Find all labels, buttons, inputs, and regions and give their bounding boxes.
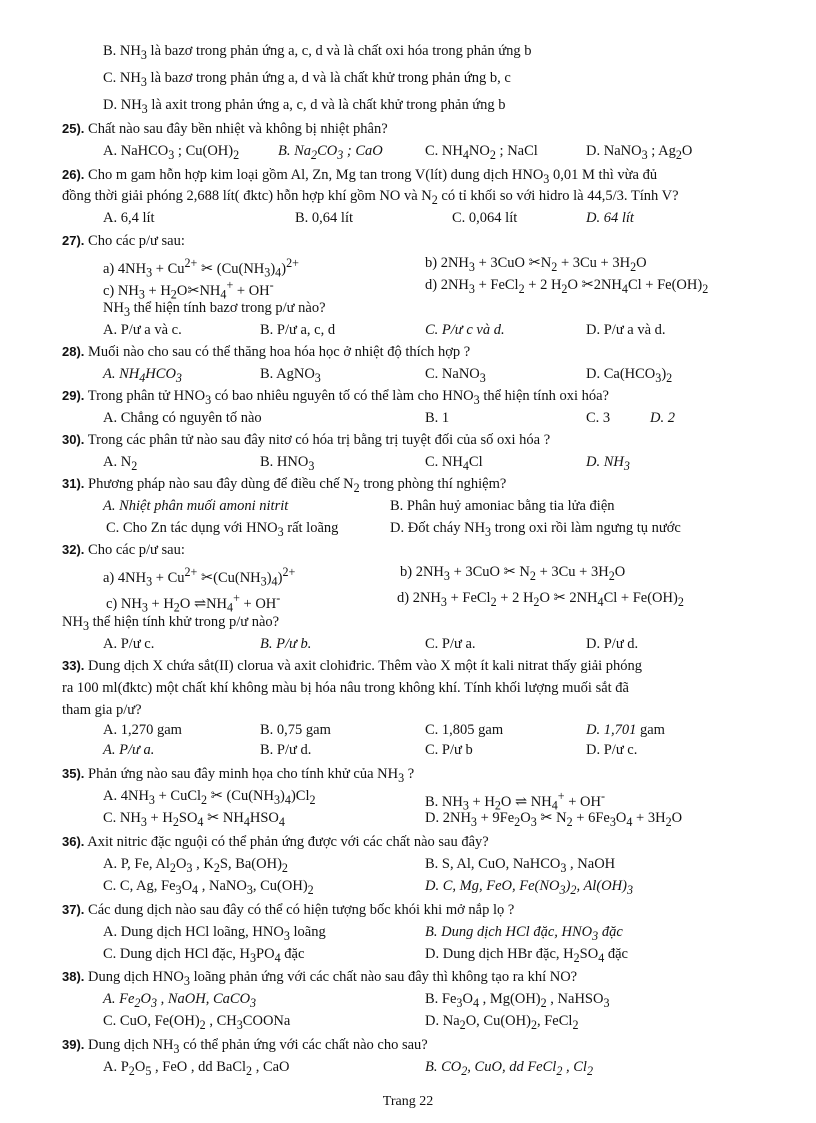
- answer-option: A. $P_2O_5$ , FeO , dd BaCl$_2$ , CaO: [103, 1059, 290, 1078]
- answer-option: C. Dung dịch HCl đặc, $H_3PO_4$ đặc: [103, 946, 305, 965]
- answer-option: B. P/ư b.: [260, 636, 312, 652]
- answer-option: A. Dung dịch HCl loãng, $HNO_3$ loãng: [103, 924, 326, 943]
- text-line: D. $NH_3$ là axit trong phản ứng a, c, d và là chất khử trong phản ứng b: [103, 97, 506, 116]
- answer-option: A. Chẳng có nguyên tố nào: [103, 410, 262, 426]
- answer-option: A. $NH_4HCO_3$: [103, 366, 182, 385]
- answer-option: D. Đốt cháy $NH_3$ trong oxi rồi làm ngưng tụ nước: [390, 520, 681, 539]
- answer-option: D. Dung dịch HBr đặc, $H_2SO_4$ đặc: [425, 946, 628, 965]
- answer-option: c) $NH_3$ + $H_2O✂NH_4^+ + OH^-$: [103, 278, 274, 302]
- answer-option: C. C, Ag, $Fe_3O_4$ , NaNO$_3$, $Cu(OH)_2$: [103, 878, 314, 897]
- text-line: 39). Dung dịch $NH_3$ có thể phản ứng với các chất nào cho sau?: [62, 1037, 428, 1056]
- answer-option: B. $NH_3 + H_2O$ ⇌ $NH_4^+ + OH^-$: [425, 789, 605, 813]
- answer-option: A. 1,270 gam: [103, 722, 182, 738]
- answer-option: C. 0,064 lít: [452, 210, 518, 226]
- answer-option: b) $2NH_3 + 3CuO$ $✂N_2 + 3Cu + 3H_2O$: [425, 255, 647, 274]
- answer-option: C. $NH_4Cl$: [425, 454, 483, 473]
- answer-option: B. $Fe_3O_4$ , $Mg(OH)_2$ , NaHSO$_3$: [425, 991, 610, 1010]
- answer-option: A. $N_2$: [103, 454, 138, 473]
- answer-option: C. $NH_4NO_2$ ; NaCl: [425, 143, 538, 162]
- text-line: 36). Axit nitric đặc nguội có thể phản ứng được với các chất nào sau đây?: [62, 834, 489, 850]
- answer-option: B. AgNO$_3$: [260, 366, 321, 385]
- text-line: 31). Phương pháp nào sau đây dùng để điều chế $N_2$ trong phòng thí nghiệm?: [62, 476, 507, 495]
- text-line: 25). Chất nào sau đây bền nhiệt và không bị nhiệt phân?: [62, 121, 388, 137]
- answer-option: D. P/ư c.: [586, 742, 638, 758]
- answer-option: C. 1,805 gam: [425, 722, 504, 738]
- answer-option: B. Dung dịch HCl đặc, $HNO_3$ đặc: [425, 924, 623, 943]
- text-line: 33). Dung dịch X chứa sắt(II) clorua và axit clohiđric. Thêm vào X một ít kali nitrat thấy giải phóng: [62, 658, 643, 674]
- answer-option: B. 0,64 lít: [295, 210, 354, 226]
- answer-option: B. Phân huỷ amoniac bằng tia lửa điện: [390, 498, 615, 514]
- answer-option: a) $4NH_3 + Cu^{2+}$ $✂(Cu(NH_3)_4)^{2+}$: [103, 565, 296, 589]
- answer-option: A. 6,4 lít: [103, 210, 155, 226]
- answer-option: A. Nhiệt phân muối amoni nitrit: [103, 498, 289, 514]
- answer-option: c) $NH_3 + H_2O$ $\rightleftharpoons NH_4^+ + OH^-$: [106, 591, 281, 615]
- answer-option: D. P/ư d.: [586, 636, 639, 652]
- answer-option: C. 3: [586, 410, 611, 426]
- text-line: B. $NH_3$ là bazơ trong phản ứng a, c, d và là chất oxi hóa trong phản ứng b: [103, 43, 532, 62]
- answer-option: C. $NH_3 + H_2SO_4$ ✂ $NH_4HSO_4$: [103, 810, 285, 829]
- answer-option: A. P, Fe, $Al_2O_3$ , $K_2S$, $Ba(OH)_2$: [103, 856, 288, 875]
- answer-option: C. P/ư b: [425, 742, 473, 758]
- text-line: 27). Cho các p/ư sau:: [62, 233, 185, 249]
- answer-option: A. $Fe_2O_3$ , NaOH, CaCO$_3$: [103, 991, 257, 1010]
- answer-option: D. NaNO$_3$ ; $Ag_2O$: [586, 143, 693, 162]
- answer-option: B. 1: [425, 410, 450, 426]
- answer-option: B. $HNO_3$: [260, 454, 315, 473]
- text-line: 37). Các dung dịch nào sau đây có thể có hiện tượng bốc khói khi mở nắp lọ ?: [62, 902, 515, 918]
- answer-option: D. $Ca(HCO_3)_2$: [586, 366, 673, 385]
- answer-option: B. $Na_2CO_3$ ; CaO: [278, 143, 383, 162]
- text-line: đồng thời giải phóng 2,688 lít( đktc) hỗn hợp khí gồm NO và $N_2$ có tỉ khối so với hidro là 44,5/3. Tính V?: [62, 188, 679, 207]
- answer-option: B. 0,75 gam: [260, 722, 331, 738]
- text-line: 38). Dung dịch $HNO_3$ loãng phản ứng với các chất nào sau đây thì không tạo ra khí NO?: [62, 969, 578, 988]
- answer-option: D. P/ư a và d.: [586, 322, 666, 338]
- answer-option: A. P/ư c.: [103, 636, 155, 652]
- answer-option: d) $2NH_3$ + FeCl$_2$ + 2 $H_2O$ ✂ $2NH_4Cl + Fe(OH)_2$: [397, 590, 684, 609]
- answer-option: A. NaHCO$_3$ ; $Cu(OH)_2$: [103, 143, 240, 162]
- text-line: $NH_3$ thể hiện tính khử trong p/ư nào?: [62, 614, 280, 633]
- text-line: 32). Cho các p/ư sau:: [62, 542, 185, 558]
- answer-option: A. P/ư a và c.: [103, 322, 182, 338]
- answer-option: b) $2NH_3 + 3CuO$ ✂ $N_2 + 3Cu + 3H_2O$: [400, 564, 626, 583]
- answer-option: A. P/ư a.: [103, 742, 155, 758]
- answer-option: C. P/ư a.: [425, 636, 476, 652]
- answer-option: d) $2NH_3$ + FeCl$_2$ + 2 $H_2O$ $✂2NH_4Cl + Fe(OH)_2$: [425, 277, 709, 296]
- answer-option: B. S, Al, CuO, NaHCO$_3$ , NaOH: [425, 856, 616, 875]
- text-line: 26). Cho m gam hỗn hợp kim loại gồm Al, Zn, Mg tan trong V(lít) dung dịch $HNO_3$ 0,01 M thì vừa đủ: [62, 167, 658, 186]
- answer-option: B. $CO_2$, CuO, dd FeCl$_2$ , $Cl_2$: [425, 1059, 593, 1078]
- answer-option: C. NaNO$_3$: [425, 366, 486, 385]
- answer-option: B. P/ư d.: [260, 742, 312, 758]
- text-line: C. $NH_3$ là bazơ trong phản ứng a, d và là chất khử trong phản ứng b, c: [103, 70, 511, 89]
- answer-option: D. 2: [650, 410, 675, 426]
- answer-option: A. $4NH_3$ + CuCl$_2$ ✂ $(Cu(NH_3)_4)Cl_2$: [103, 788, 316, 807]
- text-line: 35). Phản ứng nào sau đây minh họa cho tính khử của $NH_3$ ?: [62, 766, 415, 785]
- answer-option: D. $Na_2O$, $Cu(OH)_2$, FeCl$_2$: [425, 1013, 579, 1032]
- answer-option: D. 64 lít: [586, 210, 634, 226]
- answer-option: C. CuO, $Fe(OH)_2$ , $CH_3COONa$: [103, 1013, 291, 1032]
- text-line: $NH_3$ thể hiện tính bazơ trong p/ư nào?: [103, 300, 326, 319]
- text-line: 29). Trong phân tử $HNO_3$ có bao nhiêu nguyên tố có thể làm cho $HNO_3$ thể hiện tính oxi hóa?: [62, 388, 609, 407]
- text-line: ra 100 ml(đktc) một chất khí không màu bị hóa nâu trong không khí. Tính khối lượng muối sắt đã: [62, 680, 629, 696]
- answer-option: D. $NH_3$: [586, 454, 630, 473]
- answer-option: C. P/ư c và d.: [425, 322, 505, 338]
- text-line: tham gia p/ư?: [62, 702, 142, 718]
- answer-option: D. C, Mg, FeO, $Fe(NO_3)_2$, $Al(OH)_3$: [425, 878, 633, 897]
- answer-option: D. 1,701 gam: [586, 722, 665, 738]
- page-footer: Trang 22: [382, 1094, 434, 1109]
- text-line: 28). Muối nào cho sau có thể thăng hoa hóa học ở nhiệt độ thích hợp ?: [62, 344, 471, 360]
- answer-option: B. P/ư a, c, d: [260, 322, 336, 338]
- answer-option: C. Cho Zn tác dụng với $HNO_3$ rất loãng: [106, 520, 339, 539]
- answer-option: D. $2NH_3 + 9Fe_2O_3$ ✂ $N_2 + 6Fe_3O_4 + 3H_2O$: [425, 810, 683, 829]
- text-line: 30). Trong các phân tử nào sau đây nitơ có hóa trị bằng trị tuyệt đối của số oxi hóa ?: [62, 432, 551, 448]
- answer-option: a) $4NH_3 + Cu^{2+}$ ✂ $(Cu(NH_3)_4)^{2+}$: [103, 256, 299, 280]
